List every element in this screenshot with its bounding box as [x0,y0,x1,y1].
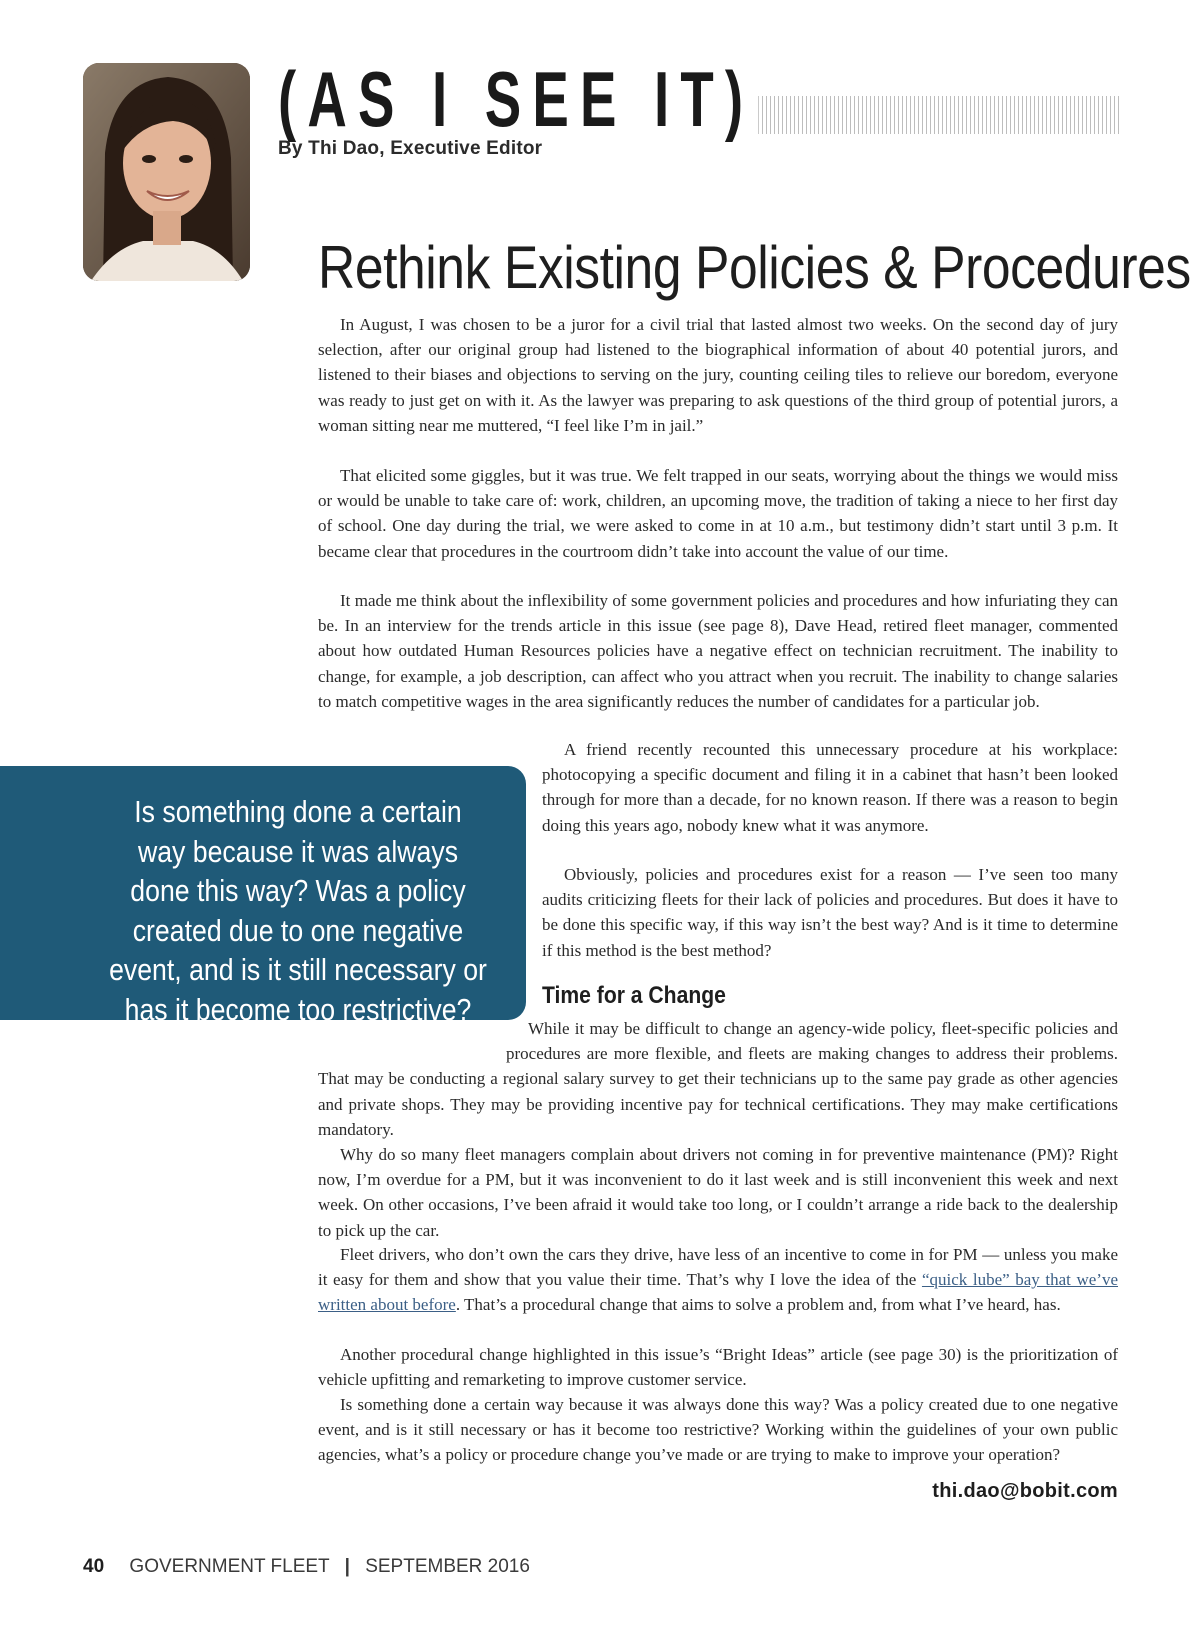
paragraph: While it may be difficult to change an agency-wide policy, fleet-specific policies and procedures are more flexible, and fleets are making changes to address their problems. That may be conducting a regional salary survey to get their technicians up to the same pay grade as other agencies and private shops. They may be providing incentive pay for technical certifications. They may make certifications mandatory. [318,1019,1118,1139]
page-number: 40 [83,1556,105,1577]
issue-date: SEPTEMBER 2016 [365,1556,530,1577]
paragraph: Another procedural change highlighted in this issue’s “Bright Ideas” article (see page 30) is the prioritization of vehicle upfitting and remarketing to improve customer service. [318,1345,1118,1390]
paragraph: That elicited some giggles, but it was true. We felt trapped in our seats, worrying about the things we would miss or would be unable to take care of: work, children, an upcoming move, the tradition of taking a niece to her first day of school. One day during the trial, we were asked to come in at 10 a.m., but testimony didn’t start until 3 p.m. It became clear that procedures in the courtroom didn’t take into account the value of our time. [318,466,1118,561]
pull-quote-text: Is something done a certain way because it was always done this way? Was a policy created due to one negative event, and is it still necessary or has it become too restrictive? [109,794,487,1027]
column-banner [278,55,1122,143]
author-portrait-image [83,63,250,281]
author-photo [83,63,250,281]
quick-lube-article-link[interactable]: “quick lube” bay that we’ve written about before [318,1270,1119,1315]
paragraph-with-link [318,1242,1118,1318]
paragraph-tail: . That’s a procedural change that aims to solve a problem and, from what I’ve heard, has. [455,1295,1061,1315]
section-subheading: Time for a Change [542,982,726,1009]
paragraph: It made me think about the inflexibility of some government policies and procedures and how infuriating they can be. In an interview for the trends article in this issue (see page 8), Dave Head, retired fleet manager, commented about how outdated Human Resources policies have a negative effect on technician recruitment. The inability to change, for example, a job description, can affect who you attract when you recruit. The inability to change salaries to match competitive wages in the area significantly reduces the number of candidates for a particular job. [318,591,1118,711]
article-headline: Rethink Existing Policies & Procedures [318,234,1191,301]
paragraph: Why do so many fleet managers complain about drivers not coming in for preventive maintenance (PM)? Right now, I’m overdue for a PM, but it was inconvenient to do it last week and is still inconvenient this week and next week. On other occasions, I’ve been afraid it would take too long, or I couldn’t arrange a ride back to the dealership to pick up the car. [318,1145,1118,1240]
page-footer [83,1556,530,1578]
paragraph: A friend recently recounted this unnecessary procedure at his workplace: photocopying a specific document and filing it in a cabinet that hasn’t been looked through for more than a decade, for no known reason. If there was a reason to begin doing this years ago, nobody knew what it was anymore. [542,740,1118,835]
paragraph-lead: Fleet drivers, who don’t own the cars they drive, have less of an incentive to come in for PM — unless you make it easy for them and show that you value their time. That’s why I love the idea of the [318,1245,1118,1290]
author-email[interactable]: thi.dao@bobit.com [932,1480,1118,1502]
pull-quote-box [0,766,526,1027]
paragraph: Obviously, policies and procedures exist for a reason — I’ve seen too many audits criticizing fleets for their lack of policies and procedures. But does it have to be done this specific way, if this way isn’t the best way? And is it time to determine if this method is the best method? [542,865,1118,960]
footer-separator: | [344,1556,350,1577]
column-title: (AS I SEE IT) [278,60,758,138]
byline: By Thi Dao, Executive Editor [278,138,543,159]
publication-name: GOVERNMENT FLEET [129,1556,330,1577]
paragraph: Is something done a certain way because it was always done this way? Was a policy created due to one negative event, and is it still necessary or has it become too restrictive? Working within the guidelines of your own public agencies, what’s a policy or procedure change you’ve made or are trying to make to improve your operation? [318,1395,1118,1465]
paragraph: In August, I was chosen to be a juror for a civil trial that lasted almost two weeks. On the second day of jury selection, after our original group had listened to the biographical information of about 40 potential jurors, and listened to their biases and objections to serving on the jury, counting ceiling tiles to relieve our boredom, everyone was ready to just get on with it. As the lawyer was preparing to ask questions of the third group of potential jurors, a woman sitting near me muttered, “I feel like I’m in jail.” [318,315,1118,435]
